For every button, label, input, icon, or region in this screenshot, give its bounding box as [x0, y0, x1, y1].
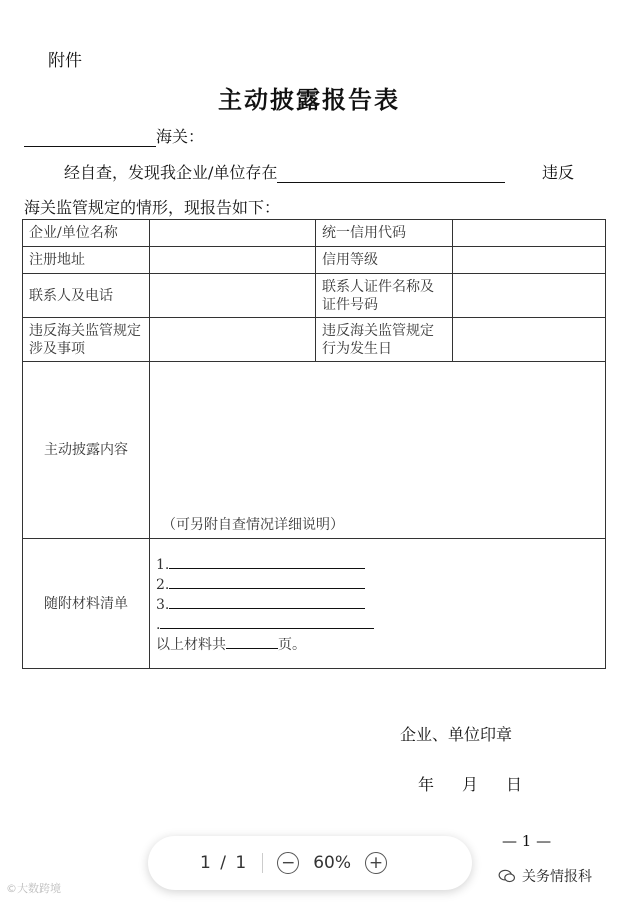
list-item[interactable]	[156, 614, 599, 634]
intro-line-1-suffix: 违反	[542, 163, 575, 182]
table-row	[23, 274, 606, 318]
table-row	[23, 539, 606, 669]
address-label: 注册地址	[23, 247, 150, 274]
disclosure-content-label: 主动披露内容	[23, 362, 150, 539]
table-row	[23, 247, 606, 274]
violation-date-label: 违反海关监管规定行为发生日	[316, 318, 453, 362]
month-label: 月	[462, 775, 479, 794]
material-index: .	[156, 616, 161, 633]
violation-date-field[interactable]	[453, 318, 606, 362]
date-line	[418, 772, 522, 795]
watermark-right-text: 关务情报科	[522, 869, 592, 885]
page-current: 1	[200, 853, 213, 873]
table-row	[23, 362, 606, 539]
contact-field[interactable]	[150, 274, 316, 318]
credit-code-field[interactable]	[453, 220, 606, 247]
credit-level-field[interactable]	[453, 247, 606, 274]
material-index: 3.	[156, 596, 170, 613]
viewer-toolbar	[148, 836, 472, 890]
credit-code-label: 统一信用代码	[316, 220, 453, 247]
contact-label: 联系人及电话	[23, 274, 150, 318]
name-field[interactable]	[150, 220, 316, 247]
material-blank	[169, 574, 365, 589]
watermark-right	[498, 866, 592, 886]
material-blank	[169, 594, 365, 609]
list-item[interactable]	[156, 554, 599, 574]
materials-total-suffix: 页。	[278, 636, 306, 653]
materials-list	[150, 539, 606, 669]
customs-line	[24, 124, 204, 147]
plus-circle-icon[interactable]: +	[365, 852, 387, 874]
seal-label: 企业、单位印章	[400, 725, 513, 744]
wechat-icon	[498, 869, 516, 883]
page-title: 主动披露报告表	[218, 86, 400, 114]
customs-blank	[24, 130, 156, 147]
material-index: 1.	[156, 556, 170, 573]
violation-items-label: 违反海关监管规定涉及事项	[23, 318, 150, 362]
intro-line-2: 海关监管规定的情形，现报告如下：	[24, 198, 281, 217]
violation-items-field[interactable]	[150, 318, 316, 362]
page-separator: /	[220, 853, 228, 873]
customs-suffix: 海关：	[156, 127, 205, 146]
minus-circle-icon[interactable]: −	[277, 852, 299, 874]
page-indicator	[200, 853, 248, 873]
disclosure-note: （可另附自查情况详细说明）	[162, 517, 344, 533]
day-label: 日	[506, 775, 523, 794]
materials-label: 随附材料清单	[23, 539, 150, 669]
attachment-label: 附件	[48, 51, 82, 71]
contact-id-label: 联系人证件名称及证件号码	[316, 274, 453, 318]
page-total: 1	[235, 853, 249, 873]
zoom-level: 60%	[313, 853, 351, 873]
table-row	[23, 318, 606, 362]
list-item[interactable]	[156, 594, 599, 614]
intro-line-1-prefix: 经自查，发现我企业/单位存在	[64, 163, 278, 182]
watermark-left: ©大数跨境	[6, 882, 61, 895]
address-field[interactable]	[150, 247, 316, 274]
disclosure-content-field[interactable]	[150, 362, 606, 539]
toolbar-divider	[262, 853, 263, 873]
credit-level-label: 信用等级	[316, 247, 453, 274]
intro-line-1	[64, 160, 505, 183]
materials-total-blank[interactable]	[226, 634, 278, 649]
year-label: 年	[418, 775, 435, 794]
contact-id-field[interactable]	[453, 274, 606, 318]
material-blank	[169, 554, 365, 569]
page-number: — 1 —	[502, 832, 552, 850]
material-index: 2.	[156, 576, 170, 593]
list-item[interactable]	[156, 574, 599, 594]
materials-total	[156, 634, 599, 654]
material-blank	[160, 614, 374, 629]
table-row	[23, 220, 606, 247]
materials-total-prefix: 以上材料共	[156, 636, 226, 653]
report-form-table	[22, 219, 606, 669]
violation-blank	[277, 166, 505, 183]
name-label: 企业/单位名称	[23, 220, 150, 247]
